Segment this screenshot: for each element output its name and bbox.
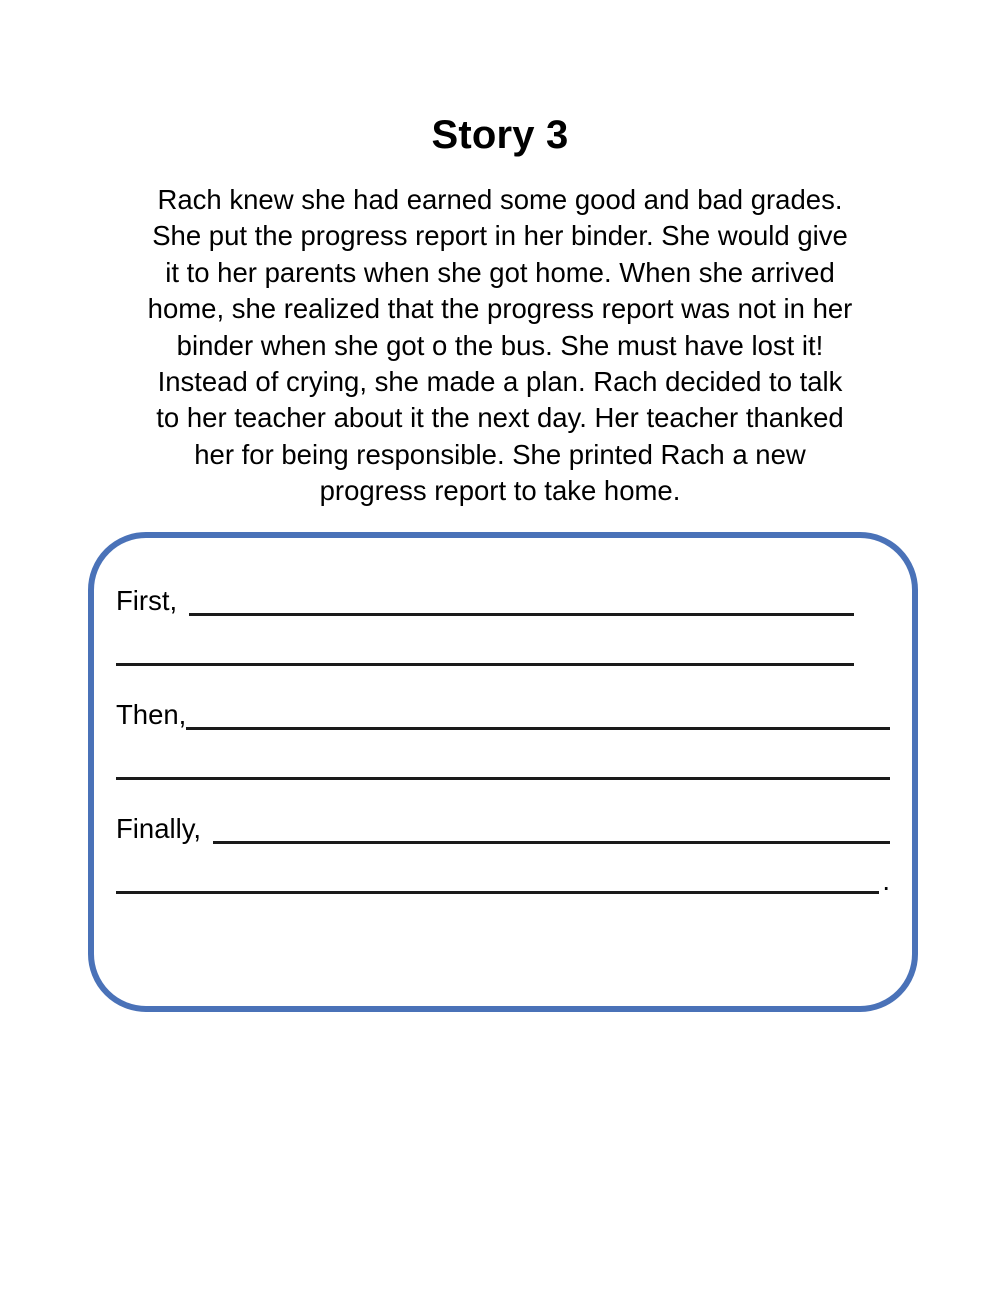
story-passage [100, 182, 900, 510]
story-line: to her teacher about it the next day. Her teacher thanked [156, 402, 844, 434]
answer-group-finally [116, 790, 890, 898]
prompt-row-finally [116, 790, 890, 846]
story-line: Instead of crying, she made a plan. Rach decided to talk [157, 366, 843, 398]
page-title: Story 3 [431, 113, 569, 157]
answer-line-finally-2[interactable] [116, 863, 879, 894]
answer-groups [88, 532, 918, 1012]
story-line: it to her parents when she got home. When she arrived [165, 256, 835, 288]
answer-group-then [116, 676, 890, 784]
story-line: binder when she got o the bus. She must have lost it! [176, 329, 824, 361]
answer-line-finally-1[interactable] [213, 813, 890, 844]
answer-line-then-2[interactable] [116, 749, 890, 780]
prompt-label-first: First, [116, 585, 178, 616]
prompt-label-finally: Finally, [116, 813, 202, 844]
prompt-label-then: Then, [116, 699, 187, 730]
answer-group-first [116, 562, 890, 670]
story-line: Rach knew she had earned some good and bad grades. [157, 184, 843, 215]
prompt-row-first [116, 562, 890, 618]
prompt-row-first-continuation [116, 618, 890, 670]
prompt-row-then [116, 676, 890, 732]
answer-line-first-1[interactable] [189, 585, 854, 616]
sentence-period: . [882, 865, 890, 896]
prompt-row-then-continuation [116, 732, 890, 784]
story-line: home, she realized that the progress report was not in her [147, 293, 853, 325]
story-line: She put the progress report in her binder. She would give [152, 220, 848, 252]
answer-line-first-2[interactable] [116, 635, 854, 666]
answer-line-then-1[interactable] [186, 699, 890, 730]
story-line: her for being responsible. She printed Rach a new [194, 438, 806, 470]
story-line: progress report to take home. [319, 475, 681, 507]
prompt-row-finally-continuation [116, 846, 890, 898]
